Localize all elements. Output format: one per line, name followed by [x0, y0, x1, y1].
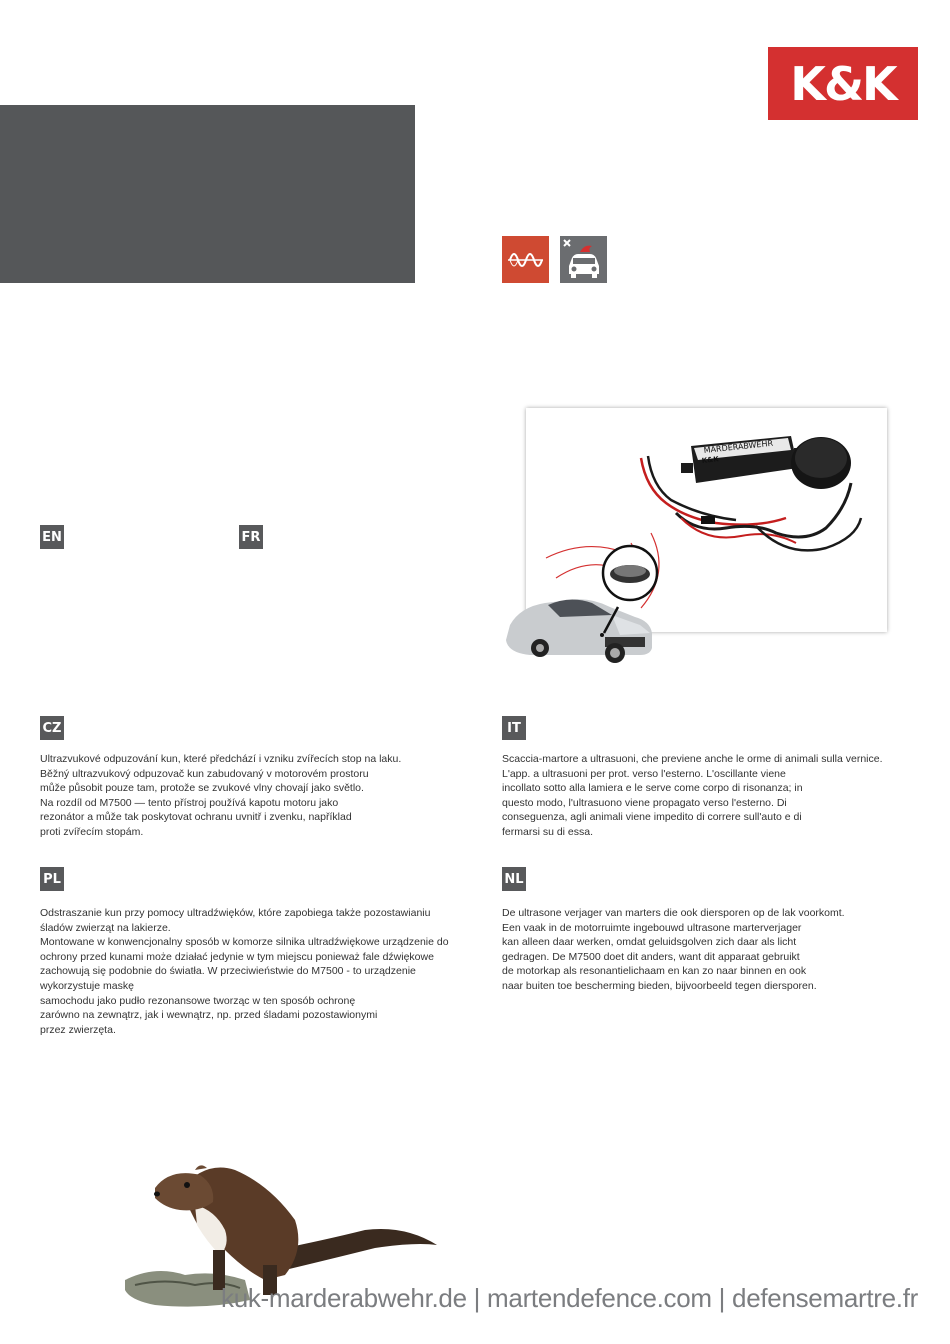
text-line: Een vaak in de motorruimte ingebouwd ultrasone marterverjager — [502, 921, 802, 934]
brand-logo — [768, 47, 918, 120]
text-line: wykorzystuje maskę — [40, 979, 134, 992]
lang-tag-pl: PL — [40, 867, 64, 891]
footer-urls[interactable]: kuk-marderabwehr.de | martendefence.com | defensemartre.fr — [221, 1283, 918, 1313]
text-line: śladów zwierząt na lakierze. — [40, 921, 171, 934]
text-line: Na rozdíl od M7500 — tento přístroj používá kapotu motoru jako — [40, 796, 339, 809]
text-line: kan alleen daar werken, omdat geluidsgolven zich daar als licht — [502, 936, 797, 949]
text-line: Ultrazvukové odpuzování kun, které předchází i vzniku zvířecích stop na laku. — [40, 753, 402, 765]
text-line: samochodu jako pudło rezonansowe tworząc w ten sposób ochronę — [40, 994, 356, 1007]
product-label-top: MARDERABWEHR — [703, 438, 774, 455]
text-line: ochrony przed kunami może działać jedynie w tym miejscu ponieważ fale dźwiękowe — [40, 950, 434, 963]
text-line: zarówno na zewnątrz, jak i wewnątrz, np. przed śladami pozostawionymi — [40, 1009, 378, 1022]
lang-tag-en: EN — [40, 525, 64, 549]
text-line: incollato sotto alla lamiera e le serve come corpo di risonanza; in — [502, 782, 803, 795]
text-line: rezonátor a může tak poskytovat ochranu uvnitř i zvenku, například — [40, 811, 352, 824]
logo-text: K&K — [790, 56, 896, 111]
text-block-it — [502, 752, 883, 840]
text-line: Odstraszanie kun przy pomocy ultradźwięków, które zapobiega także pozostawianiu — [40, 907, 431, 919]
car-illustration — [500, 545, 680, 680]
text-line: questo modo, l'ultrasuono viene propagato verso l'esterno. Di — [502, 796, 787, 809]
text-line: przez zwierzęta. — [40, 1023, 116, 1036]
product-label-brand: K&K — [701, 455, 720, 465]
text-block-pl — [40, 906, 449, 1037]
text-line: de motorkap als resonantielichaam en kan zo naar binnen en ook — [502, 965, 807, 978]
car-marten-icon — [560, 236, 607, 283]
lang-tag-cz: CZ — [40, 716, 64, 740]
text-line: může působit pouze tam, protože se zvukové vlny chovají jako světlo. — [40, 782, 364, 795]
lang-tag-it: IT — [502, 716, 526, 740]
text-line: proti zvířecím stopám. — [40, 825, 144, 838]
text-line: naar buiten toe bescherming bieden, bijvoorbeeld tegen diersporen. — [502, 979, 817, 992]
text-line: Běžný ultrazvukový odpuzovač kun zabudovaný v motorovém prostoru — [40, 767, 369, 780]
text-line: De ultrasone verjager van marters die ook diersporen op de lak voorkomt. — [502, 907, 845, 919]
lang-tag-nl: NL — [502, 867, 526, 891]
text-block-nl — [502, 906, 862, 994]
text-line: conseguenza, agli animali viene impedito di correre sull'auto e di — [502, 811, 802, 824]
text-line: L'app. a ultrasuoni per prot. verso l'esterno. L'oscillante viene — [502, 767, 786, 780]
lang-tag-fr: FR — [239, 525, 263, 549]
text-line: Scaccia-martore a ultrasuoni, che previene anche le orme di animali sulla vernice. — [502, 753, 883, 765]
text-line: fermarsi su di essa. — [502, 825, 594, 838]
header-block — [0, 105, 415, 283]
ultrasound-wave-icon — [502, 236, 549, 283]
text-block-cz — [40, 752, 400, 840]
text-line: Montowane w konwencjonalny sposób w komorze silnika ultradźwiękowe urządzenie do — [40, 936, 449, 949]
text-line: zachowują się podobnie do światła. W przeciwieństwie do M7500 - to urządzenie — [40, 965, 416, 978]
text-line: gedragen. De M7500 doet dit anders, want dit apparaat gebruikt — [502, 950, 800, 963]
